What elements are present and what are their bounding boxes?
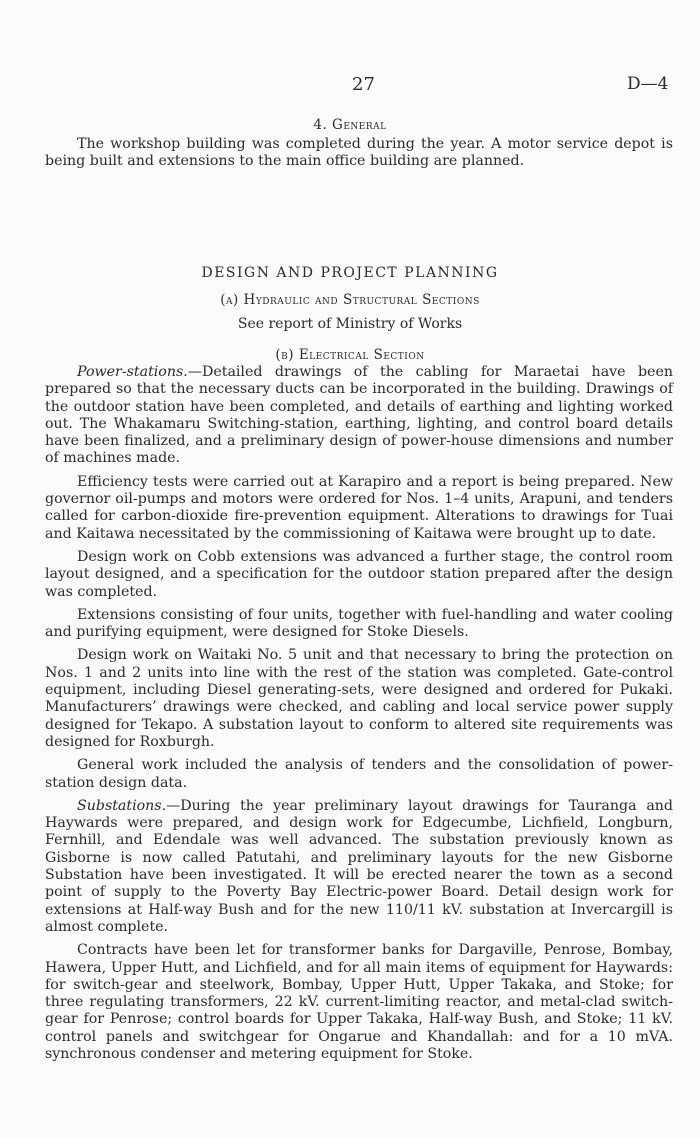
electrical-section [45, 364, 673, 1069]
general-heading: 4. General [313, 117, 387, 133]
substations-paragraph [45, 798, 673, 936]
electrical-heading: (b) Electrical Section [275, 347, 425, 363]
contracts-paragraph: Contracts have been let for transformer banks for Dargaville, Penrose, Bombay, Hawera, Upper Hutt, and Lichfield, and for all main items of equipment for Haywards: for switch-gear and steelwork, Bombay, Upper Hutt, Upper Takaka, and Stoke; for three regulating transformers, 22 kV. current-limiting reactor, and metal-clad switch-gear for Penrose; control boards for Upper Takaka, Half-way Bush, and Stoke; 11 kV. control panels and switchgear for Ongarue and Khandallah: and for a 10 mVA. synchronous condenser and metering equipment for Stoke. [45, 942, 673, 1062]
power-stations-text: —Detailed drawings of the cabling for Maraetai have been prepared so that the necessary ducts can be incorporated in the building. Drawings of the outdoor station have been completed, and details of earthing and lighting worked out. The Whakamaru Switching-station, earthing, lighting, and control board details have been finalized, and a preliminary design of power-house dimensions and number of machines made. [45, 364, 673, 467]
power-stations-paragraph [45, 364, 673, 468]
hydraulic-structural-heading: (a) Hydraulic and Structural Sections [220, 292, 480, 308]
cobb-paragraph: Design work on Cobb extensions was advanced a further stage, the control room layout designed, and a specification for the outdoor station prepared after the design was completed. [45, 548, 673, 600]
design-heading: DESIGN AND PROJECT PLANNING [201, 265, 499, 281]
general-paragraph: The workshop building was completed during the year. A motor service depot is being built and extensions to the main office building are planned. [45, 136, 673, 170]
power-stations-lead: Power-stations. [77, 364, 188, 380]
ministry-note: See report of Ministry of Works [237, 316, 463, 332]
general-section [45, 136, 673, 177]
document-reference: D—4 [627, 74, 669, 94]
karapiro-paragraph: Efficiency tests were carried out at Karapiro and a report is being prepared. New governor oil-pumps and motors were ordered for Nos. 1–4 units, Arapuni, and tenders called for carbon-dioxide fire-prevention equipment. Alterations to drawings for Tuai and Kaitawa necessitated by the commissioning of Kaitawa were brought up to date. [45, 473, 673, 542]
stoke-paragraph: Extensions consisting of four units, together with fuel-handling and water cooling and purifying equipment, were designed for Stoke Diesels. [45, 606, 673, 641]
page-number: 27 [352, 74, 375, 95]
substations-lead: Substations. [77, 797, 167, 814]
waitaki-paragraph: Design work on Waitaki No. 5 unit and that necessary to bring the protection on Nos. 1 and 2 units into line with the rest of the station was completed. Gate-control equipment, including Diesel generating-sets, were designed and ordered for Pukaki. Manufacturers’ drawings were checked, and cabling and local service power supply designed for Tekapo. A substation layout to conform to altered site requirements was designed for Roxburgh. [45, 647, 673, 750]
substations-text: —During the year preliminary layout drawings for Tauranga and Haywards were prepared, and design work for Edgecumbe, Lichfield, Longburn, Fernhill, and Edendale was well advanced. The substation previously known as Gisborne is now called Patutahi, and preliminary layouts for the new Gisborne Substation have been investigated. It will be erected nearer the town as a second point of supply to the Poverty Bay Electric-power Board. Detail design work for extensions at Half-way Bush and for the new 110/11 kV. substation at Invercargill is almost complete. [45, 797, 673, 935]
general-work-paragraph: General work included the analysis of tenders and the consolidation of power-station design data. [45, 757, 673, 791]
